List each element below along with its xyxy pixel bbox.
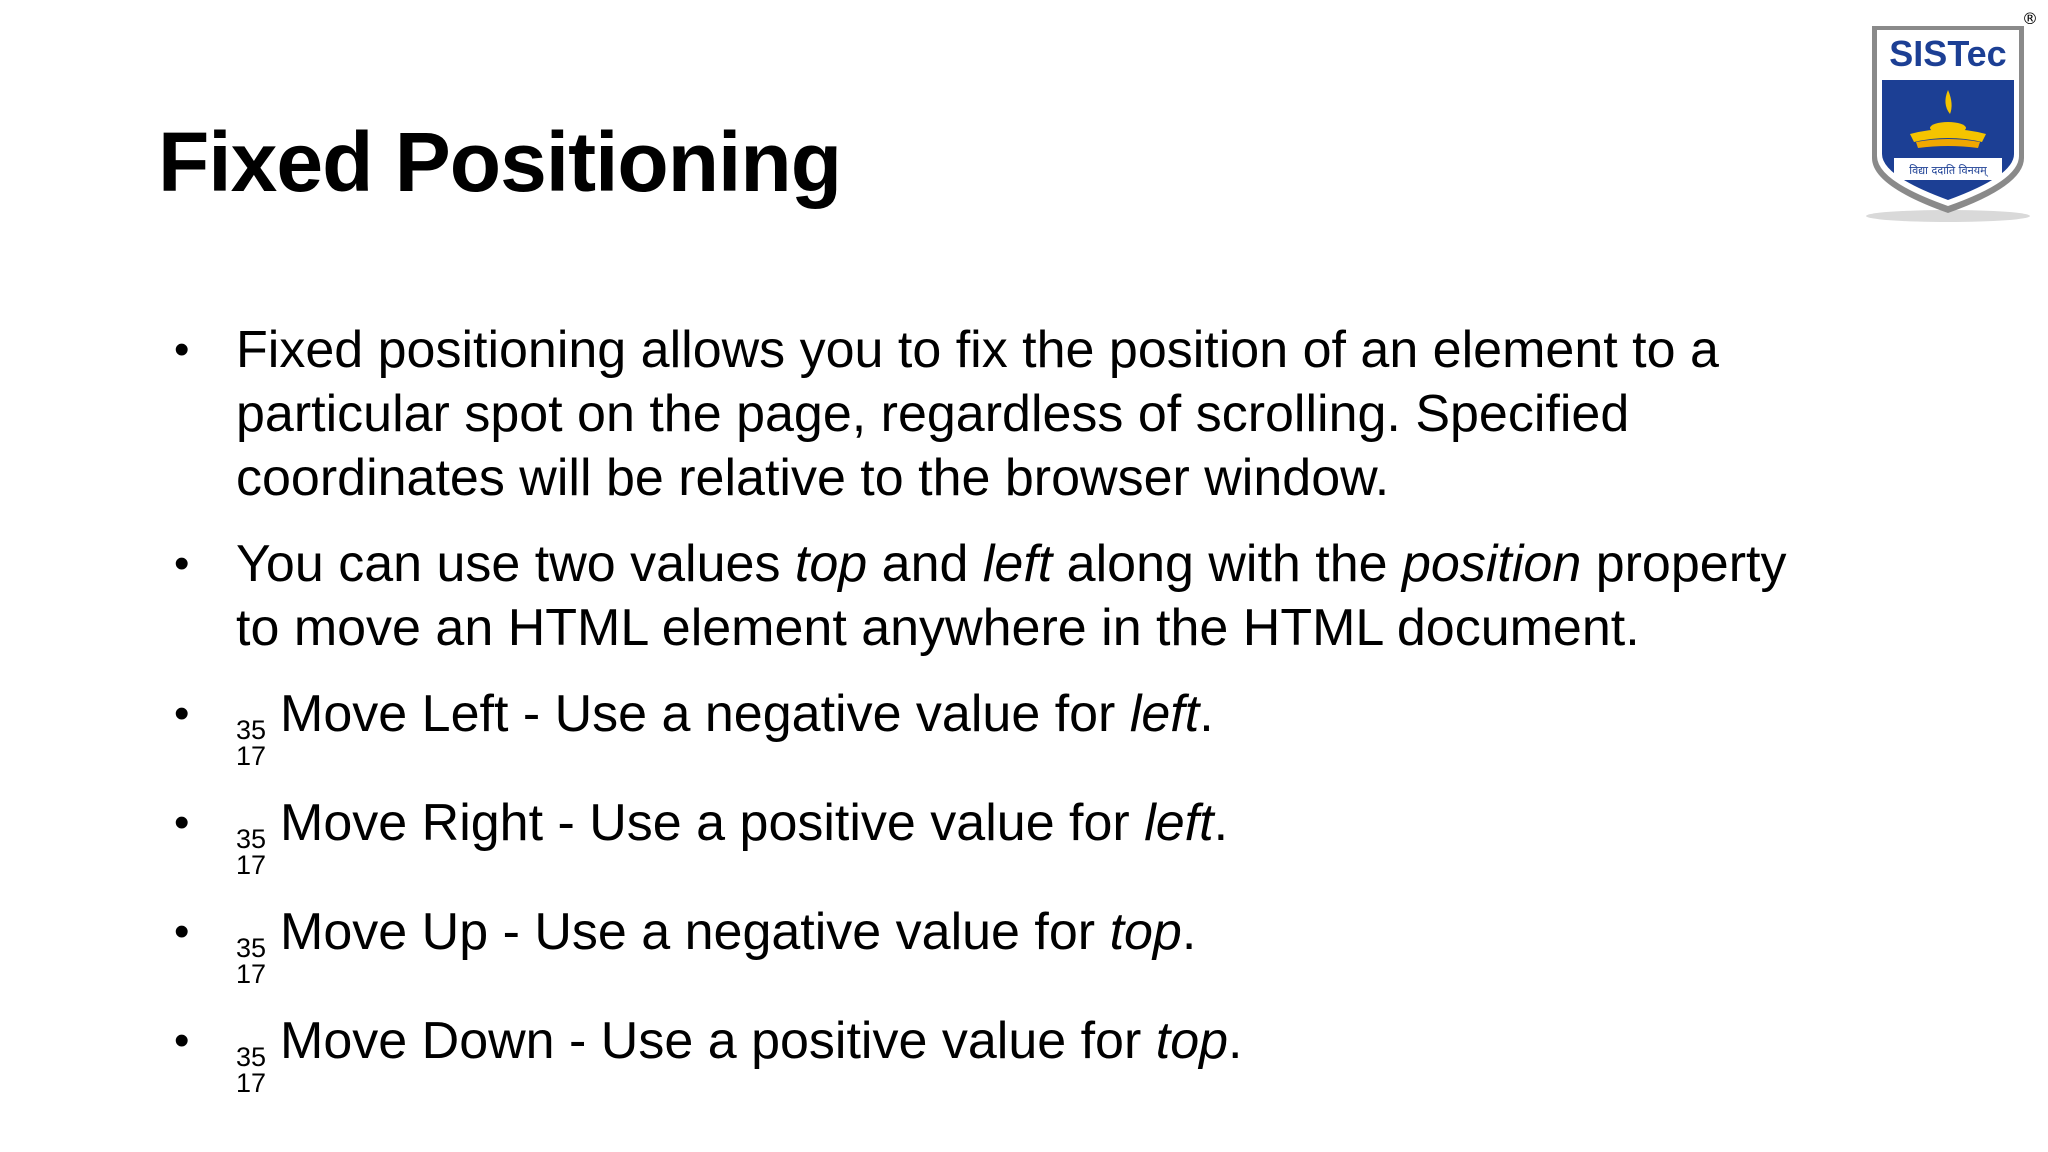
fraction-bottom: 17 — [236, 850, 267, 880]
fraction-symbol — [236, 935, 266, 987]
bullet-text-line: Fixed positioning allows you to fix the position of an element to a — [236, 321, 1719, 379]
keyword-left: left — [982, 535, 1053, 593]
bullet-dot: • — [174, 325, 190, 374]
text-run: property — [1581, 535, 1787, 593]
keyword-position: position — [1402, 535, 1582, 593]
bullet-item — [174, 791, 1934, 878]
bullet-text-line: particular spot on the page, regardless of scrolling. Specified — [236, 385, 1630, 443]
bullet-item — [174, 1009, 1934, 1096]
bullet-text-line — [236, 532, 1934, 596]
bullet-item — [174, 532, 1934, 660]
bullet-dot: • — [174, 689, 190, 738]
logo-tagline: विद्या ददाति विनयम् — [1909, 164, 1987, 177]
bullet-list — [174, 318, 1934, 1118]
fraction-symbol — [236, 717, 266, 769]
fraction-top: 35 — [236, 715, 267, 745]
fraction-symbol — [236, 1044, 266, 1096]
slide-title: Fixed Positioning — [158, 115, 842, 209]
bullet-text: Move Up - Use a negative value for — [280, 903, 1110, 961]
bullet-item — [174, 900, 1934, 987]
text-run: along with the — [1052, 535, 1403, 593]
bullet-end: . — [1199, 685, 1214, 743]
bullet-text: Move Left - Use a negative value for — [280, 685, 1130, 743]
bullet-item — [174, 682, 1934, 769]
fraction-bottom: 17 — [236, 1068, 267, 1098]
logo-name: SISTec — [1889, 33, 2007, 74]
text-run: You can use two values — [236, 535, 795, 593]
bullet-keyword: top — [1109, 903, 1182, 961]
bullet-text: Move Down - Use a positive value for — [280, 1012, 1156, 1070]
bullet-dot: • — [174, 539, 190, 588]
fraction-top: 35 — [236, 824, 267, 854]
bullet-dot: • — [174, 907, 190, 956]
bullet-dot: • — [174, 1016, 190, 1065]
fraction-bottom: 17 — [236, 741, 267, 771]
sistec-logo — [1858, 8, 2038, 228]
bullet-item — [174, 318, 1934, 510]
fraction-symbol — [236, 826, 266, 878]
bullet-text-line: to move an HTML element anywhere in the HTML document. — [236, 599, 1640, 657]
bullet-text-line: coordinates will be relative to the browser window. — [236, 449, 1390, 507]
bullet-end: . — [1228, 1012, 1243, 1070]
keyword-top: top — [794, 535, 868, 593]
fraction-top: 35 — [236, 1042, 267, 1072]
registered-mark: ® — [2022, 9, 2038, 28]
fraction-bottom: 17 — [236, 959, 267, 989]
text-run: and — [867, 535, 983, 593]
bullet-end: . — [1213, 794, 1229, 852]
fraction-top: 35 — [236, 933, 267, 963]
bullet-dot: • — [174, 798, 190, 847]
bullet-keyword: left — [1144, 794, 1214, 852]
bullet-text: Move Right - Use a positive value for — [280, 794, 1145, 852]
bullet-end: . — [1181, 903, 1197, 961]
bullet-keyword: top — [1155, 1012, 1229, 1070]
bullet-keyword: left — [1129, 685, 1200, 743]
